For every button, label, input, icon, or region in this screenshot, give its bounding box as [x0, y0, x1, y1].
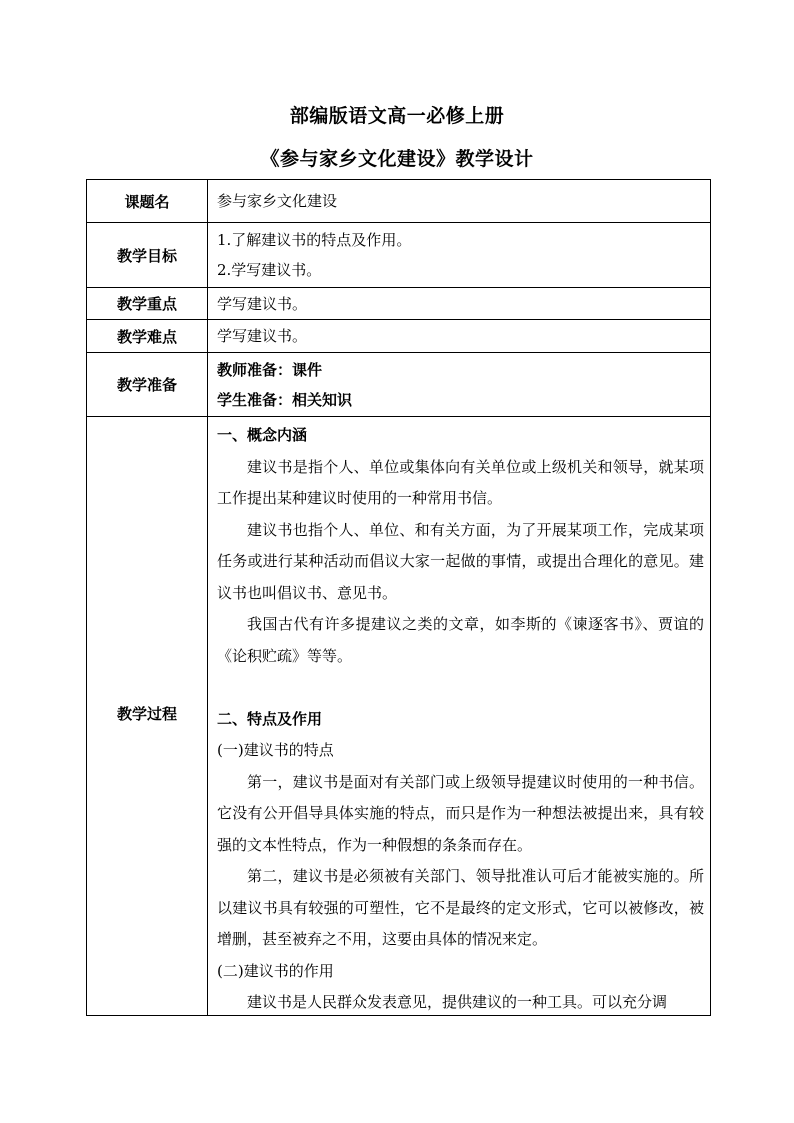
- document-subtitle: 《参与家乡文化建设》教学设计: [260, 148, 534, 170]
- section1-heading: 一、概念内涵: [217, 426, 308, 444]
- topic-cell: [208, 180, 711, 223]
- key-points-label: 教学重点: [87, 288, 208, 320]
- difficulties-label: 教学难点: [87, 320, 208, 353]
- process-content: [208, 417, 710, 1015]
- difficulties-value: 学写建议书。: [217, 327, 308, 345]
- section2-heading: 二、特点及作用: [217, 709, 323, 728]
- section1-paragraph-1: 建议书是指个人、单位或集体向有关单位或上级机关和领导，就某项工作提出某种建议时使用的一种常用书信。: [217, 457, 704, 507]
- objectives-cell: [208, 223, 711, 288]
- table-row-difficulties: [87, 320, 711, 353]
- objectives-label: 教学目标: [87, 223, 208, 288]
- subsection1-paragraph-2: 第二，建议书是必须被有关部门、领导批准认可后才能被实施的。所以建议书具有较强的可塑性，它不是最终的定文形式，它可以被修改，被增删，甚至被弃之不用，这要由具体的情况来定。: [217, 867, 704, 948]
- blank-line: [208, 672, 710, 704]
- document-title: 部编版语文高一必修上册: [289, 105, 505, 127]
- preparation-cell: [208, 353, 711, 417]
- lesson-plan-table: [86, 179, 711, 1016]
- process-label: 教学过程: [87, 417, 208, 1016]
- teacher-preparation: 教师准备：课件: [217, 360, 323, 379]
- section1-paragraph-2: 建议书也指个人、单位、和有关方面，为了开展某项工作，完成某项任务或进行某种活动而倡议大家一起做的事情，或提出合理化的意见。建议书也叫倡议书、意见书。: [217, 520, 704, 602]
- objective-item-2: 2.学写建议书。: [217, 261, 322, 279]
- key-points-value: 学写建议书。: [217, 294, 308, 313]
- key-points-cell: [208, 288, 711, 320]
- topic-label: 课题名: [87, 180, 208, 223]
- topic-value: 参与家乡文化建设: [217, 192, 338, 210]
- objective-item-1: 1.了解建议书的特点及作用。: [217, 231, 412, 249]
- process-cell: [208, 417, 711, 1016]
- section1-paragraph-3: 我国古代有许多提建议之类的文章，如李斯的《谏逐客书》、贾谊的《论积贮疏》等等。: [217, 615, 704, 665]
- subsection1-paragraph-1: 第一，建议书是面对有关部门或上级领导提建议时使用的一种书信。它没有公开倡导具体实施的特点，而只是作为一种想法被提出来，具有较强的文本性特点，作为一种假想的条条而存在。: [217, 772, 704, 854]
- subsection2-paragraph: 建议书是人民群众发表意见，提供建议的一种工具。可以充分调: [247, 993, 668, 1011]
- subsection1-heading: (一)建议书的特点: [217, 741, 334, 759]
- table-row-preparation: [87, 353, 711, 417]
- table-row-topic: [87, 180, 711, 223]
- table-row-process: [87, 417, 711, 1016]
- table-row-key-points: [87, 288, 711, 320]
- subsection2-heading: (二)建议书的作用: [217, 961, 334, 980]
- preparation-label: 教学准备: [87, 353, 208, 417]
- student-preparation: 学生准备：相关知识: [217, 390, 353, 409]
- difficulties-cell: [208, 320, 711, 353]
- table-row-objectives: [87, 223, 711, 288]
